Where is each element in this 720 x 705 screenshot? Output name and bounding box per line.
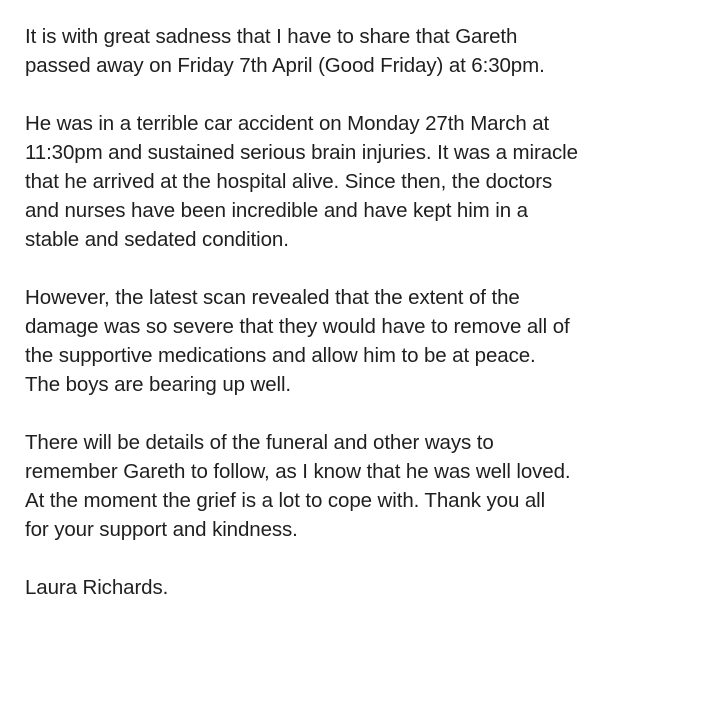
text-line: There will be details of the funeral and other ways to — [25, 431, 494, 454]
paragraph-scan-result — [25, 283, 706, 399]
text-line: damage was so severe that they would have to remove all of — [25, 315, 570, 338]
text-line: remember Gareth to follow, as I know that he was well loved. — [25, 460, 571, 483]
paragraph-funeral-details — [25, 428, 706, 544]
text-line: for your support and kindness. — [25, 518, 298, 541]
text-line: passed away on Friday 7th April (Good Friday) at 6:30pm. — [25, 54, 545, 77]
text-line: At the moment the grief is a lot to cope with. Thank you all — [25, 489, 546, 512]
paragraph-accident — [25, 109, 706, 254]
text-line: 11:30pm and sustained serious brain injuries. It was a miracle — [25, 141, 578, 164]
signature — [25, 573, 706, 602]
signature-name: Laura Richards. — [25, 576, 169, 599]
text-line: the supportive medications and allow him to be at peace. — [25, 344, 536, 367]
text-line: and nurses have been incredible and have kept him in a — [25, 199, 528, 222]
paragraph-announcement — [25, 22, 706, 80]
text-line: He was in a terrible car accident on Monday 27th March at — [25, 112, 550, 135]
text-line: It is with great sadness that I have to share that Gareth — [25, 25, 518, 48]
text-line: stable and sedated condition. — [25, 228, 289, 251]
text-line: However, the latest scan revealed that the extent of the — [25, 286, 520, 309]
text-line: The boys are bearing up well. — [25, 373, 292, 396]
text-line: that he arrived at the hospital alive. Since then, the doctors — [25, 170, 553, 193]
